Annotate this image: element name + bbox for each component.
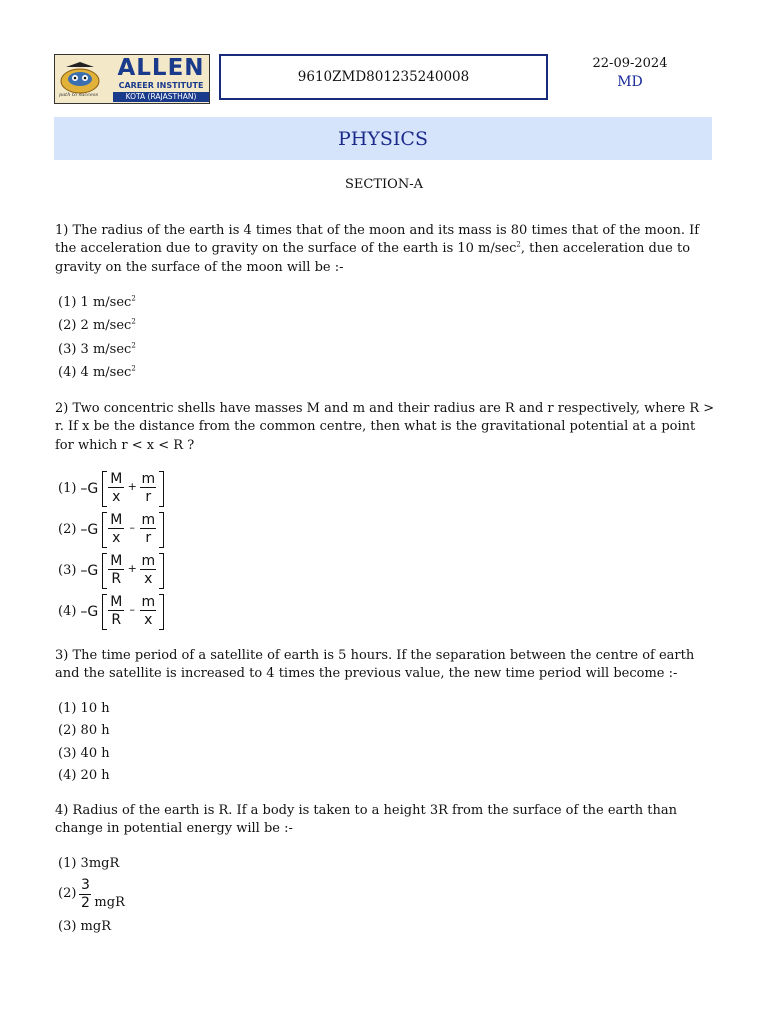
logo-subtitle: CAREER INSTITUTE (118, 81, 204, 90)
bracket-expression: M x – m r (102, 512, 164, 548)
option[interactable]: (3) mgR (58, 919, 111, 934)
option[interactable]: (1) 3mgR (58, 856, 120, 871)
option[interactable]: (3) –G M R + m x (58, 553, 164, 589)
option[interactable]: (2) 2 $m/\sec^2$ (58, 317, 136, 333)
option[interactable]: (1) 1 $m/\sec^2$ (58, 294, 136, 310)
option[interactable]: (4) –G M R – m x (58, 594, 164, 630)
bracket-expression: M R + m x (102, 553, 164, 589)
question-4 (55, 802, 715, 839)
subject-banner (54, 117, 712, 160)
option[interactable]: (2) 80 h (58, 723, 110, 738)
allen-logo (54, 54, 210, 104)
question-1 (55, 222, 715, 277)
paper-code: 9610ZMD801235240008 (297, 69, 470, 85)
question-text: 1) The radius of the earth is 4 times that of the moon and its mass is 80 times that of the moon. If the acceleration due to gravity on the surface of the earth is 10 m/sec (55, 223, 700, 257)
question-3 (55, 647, 715, 684)
option[interactable]: (2) $\frac{3}{2}$ mgR (58, 877, 125, 911)
question-text: 2) Two concentric shells have masses M and m and their radius are R and r respectively, where R > r. If x be the distance from the common centre, then what is the gravitational potential at a point for which r < x < R ? (55, 401, 715, 453)
option[interactable]: (3) 40 h (58, 746, 110, 761)
logo-tagline: path to success (59, 92, 99, 98)
section-title: SECTION-A (345, 177, 423, 192)
exam-date: 22-09-2024 (592, 56, 668, 71)
fraction: $\frac{3}{2}$ (80, 877, 90, 911)
question-text: , then acceleration due to gravity on the surface of the moon will be :- (55, 241, 691, 275)
paper-code-box (219, 54, 548, 100)
option[interactable]: (4) 20 h (58, 768, 110, 783)
bracket-expression: M x + m r (102, 471, 164, 507)
logo-wordmark: ALLEN (117, 55, 205, 81)
option[interactable]: (1) 10 h (58, 701, 110, 716)
option[interactable]: (4) 4 $m/\sec^2$ (58, 364, 136, 380)
bracket-expression: M R – m x (102, 594, 164, 630)
question-text: 3) The time period of a satellite of earth is 5 hours. If the separation between the centre of earth and the satellite is increased to 4 times the previous value, the new time period will become :- (55, 648, 695, 682)
logo-city: KOTA (RAJASTHAN) (113, 92, 209, 102)
option[interactable]: (1) –G M x + m r (58, 471, 164, 507)
superscript: 2 (516, 240, 521, 249)
option[interactable]: (3) 3 $m/\sec^2$ (58, 341, 136, 357)
exam-stream: MD (617, 74, 643, 90)
question-text: 4) Radius of the earth is R. If a body is taken to a height 3R from the surface of the earth than change in potential energy will be :- (55, 803, 677, 837)
subject-title: PHYSICS (338, 127, 428, 150)
question-2 (55, 400, 715, 455)
option[interactable]: (2) –G M x – m r (58, 512, 164, 548)
